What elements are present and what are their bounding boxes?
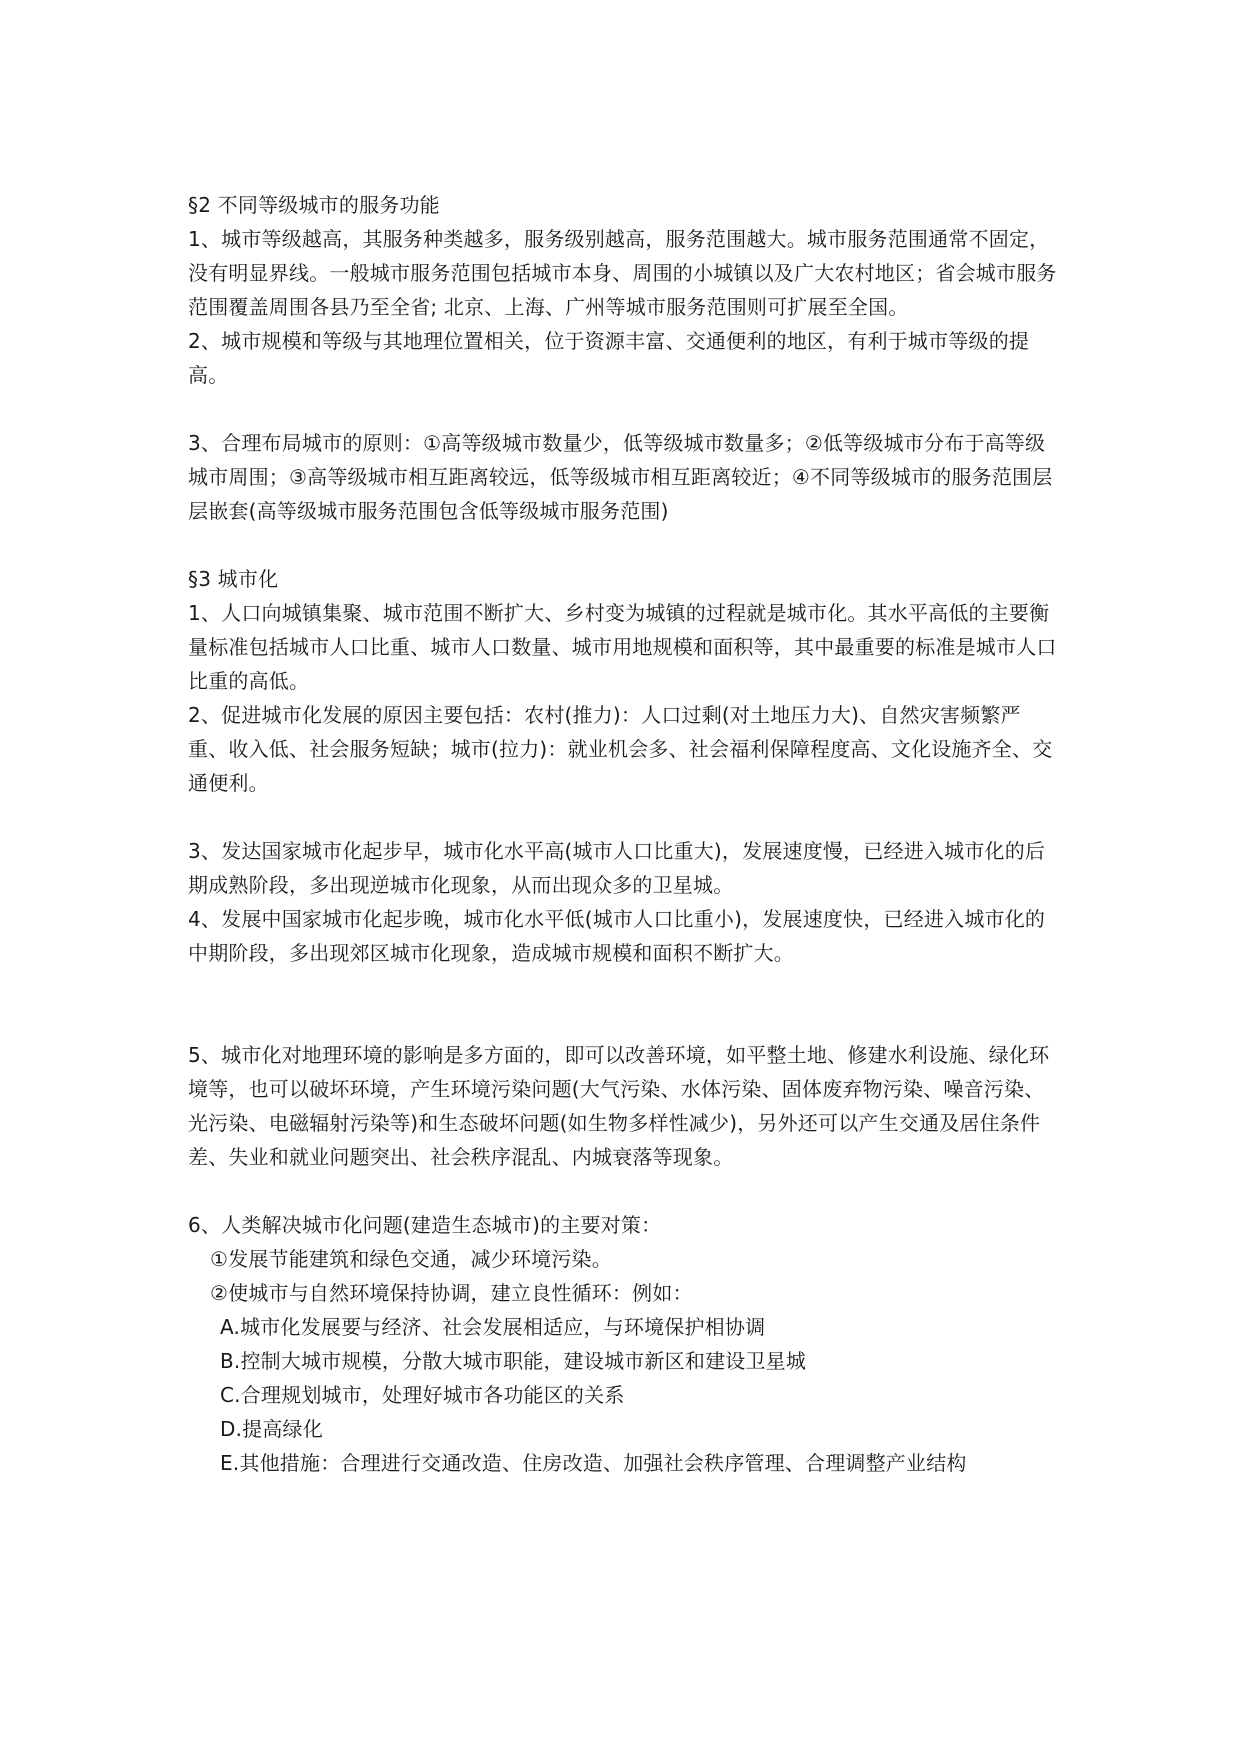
list-item: A.城市化发展要与经济、社会发展相适应，与环境保护相协调 <box>220 1315 766 1339</box>
section-3-paragraph-5: 5、城市化对地理环境的影响是多方面的，即可以改善环境，如平整土地、修建水利设施、绿化环境等，也可以破坏环境，产生环境污染问题(大气污染、水体污染、固体废弃物污染、噪音污染、光污染、电磁辐射污染等)和生态破坏问题(如生物多样性减少)，另外还可以产生交通及居住条件差、失业和就业问题突出、社会秩序混乱、内城衰落等现象。 <box>188 1043 1050 1169</box>
document-page <box>188 188 1058 1480</box>
list-item: B.控制大城市规模，分散大城市职能，建设城市新区和建设卫星城 <box>220 1349 807 1373</box>
section-3-paragraph-6: 6、人类解决城市化问题(建造生态城市)的主要对策： <box>188 1213 662 1237</box>
measure-1: ①发展节能建筑和绿色交通，减少环境污染。 <box>210 1247 612 1271</box>
section-2-title: §2 不同等级城市的服务功能 <box>188 193 440 217</box>
section-3-paragraph-3: 3、发达国家城市化起步早，城市化水平高(城市人口比重大)，发展速度慢，已经进入城市化的后期成熟阶段，多出现逆城市化现象，从而出现众多的卫星城。 <box>188 839 1046 897</box>
section-3-paragraph-2: 2、促进城市化发展的原因主要包括：农村(推力)：人口过剩(对土地压力大)、自然灾害频繁严重、收入低、社会服务短缺；城市(拉力)：就业机会多、社会福利保障程度高、文化设施齐全、交通便利。 <box>188 703 1053 795</box>
section-2-paragraph-2: 2、城市规模和等级与其地理位置相关，位于资源丰富、交通便利的地区，有利于城市等级的提高。 <box>188 329 1030 387</box>
list-item: C.合理规划城市，处理好城市各功能区的关系 <box>220 1383 625 1407</box>
section-3-paragraph-4: 4、发展中国家城市化起步晚，城市化水平低(城市人口比重小)，发展速度快，已经进入城市化的中期阶段，多出现郊区城市化现象，造成城市规模和面积不断扩大。 <box>188 907 1046 965</box>
section-3-title: §3 城市化 <box>188 567 279 591</box>
section-3-paragraph-1: 1、人口向城镇集聚、城市范围不断扩大、乡村变为城镇的过程就是城市化。其水平高低的主要衡量标准包括城市人口比重、城市人口数量、城市用地规模和面积等，其中最重要的标准是城市人口比重的高低。 <box>188 601 1057 693</box>
list-item: E.其他措施：合理进行交通改造、住房改造、加强社会秩序管理、合理调整产业结构 <box>220 1451 967 1475</box>
list-item: D.提高绿化 <box>220 1417 323 1441</box>
measure-2: ②使城市与自然环境保持协调，建立良性循环：例如： <box>210 1281 693 1305</box>
section-2-paragraph-1: 1、城市等级越高，其服务种类越多，服务级别越高，服务范围越大。城市服务范围通常不固定，没有明显界线。一般城市服务范围包括城市本身、周围的小城镇以及广大农村地区；省会城市服务范围覆盖周围各县乃至全省; 北京、上海、广州等城市服务范围则可扩展至全国。 <box>188 227 1057 319</box>
section-2-paragraph-3: 3、合理布局城市的原则：①高等级城市数量少，低等级城市数量多；②低等级城市分布于高等级城市周围；③高等级城市相互距离较远，低等级城市相互距离较近；④不同等级城市的服务范围层层嵌套(高等级城市服务范围包含低等级城市服务范围) <box>188 431 1053 523</box>
